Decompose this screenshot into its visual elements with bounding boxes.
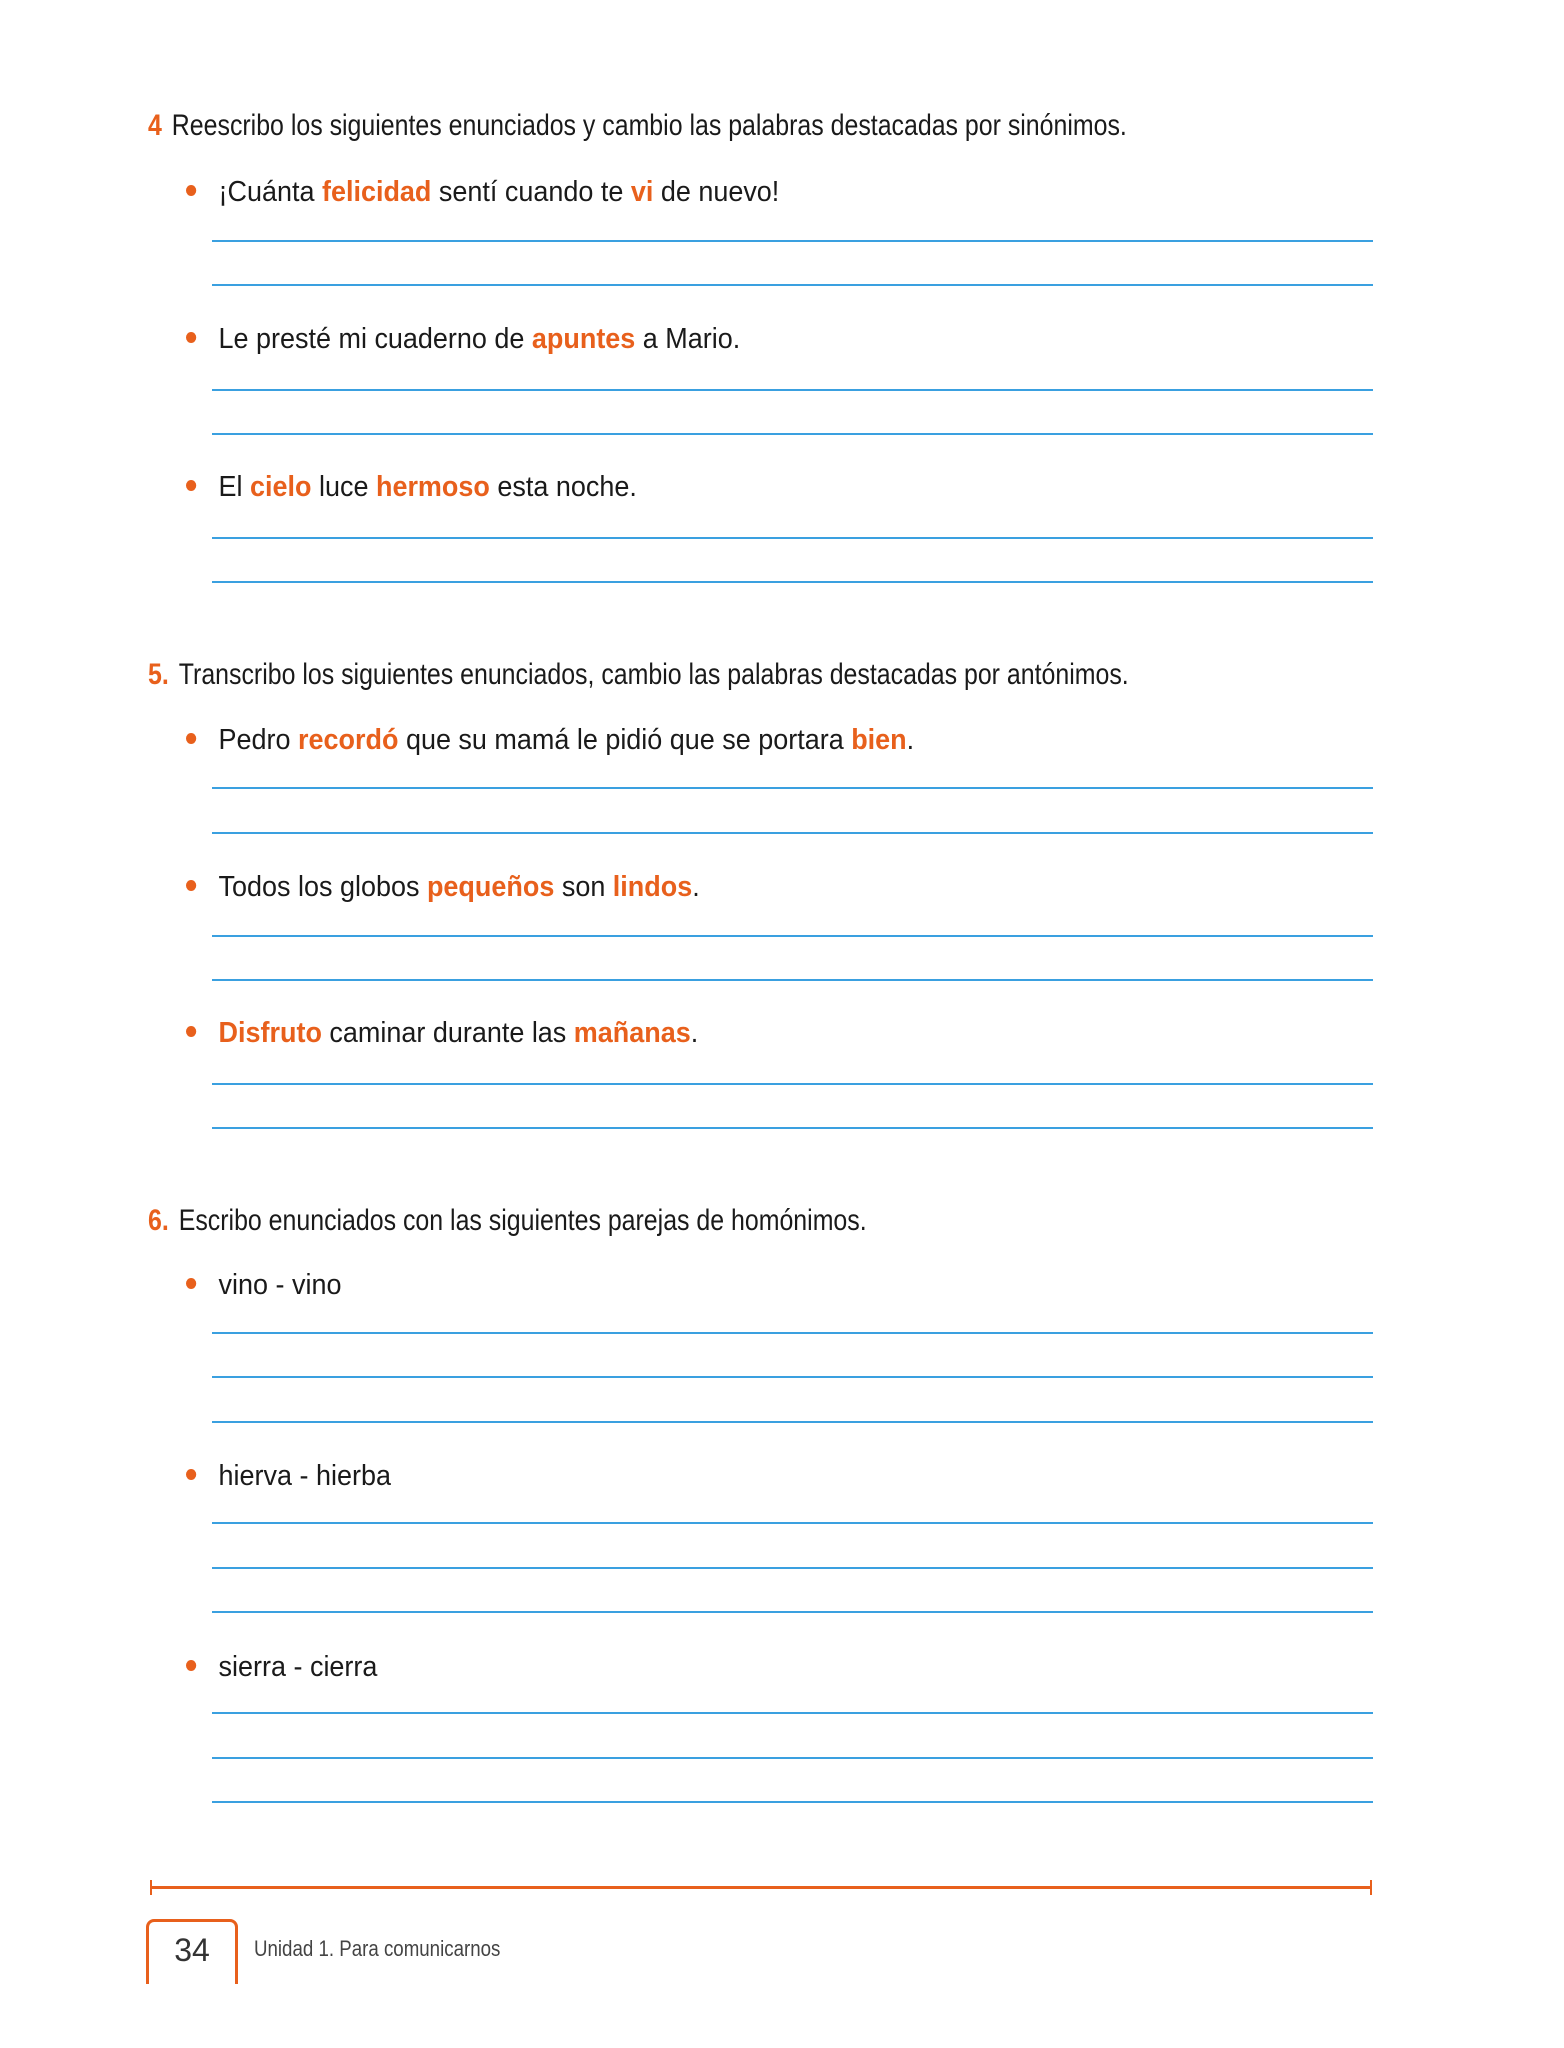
- answer-line[interactable]: [212, 1522, 1373, 1524]
- exercise-item: [186, 1015, 698, 1051]
- answer-line[interactable]: [212, 1567, 1373, 1569]
- highlighted-word: felicidad: [321, 176, 432, 208]
- exercise-item: [186, 722, 914, 758]
- exercise-instruction: Transcribo los siguientes enunciados, cambio las palabras destacadas por antónimos.: [178, 658, 1129, 691]
- item-text: de nuevo!: [653, 176, 780, 208]
- highlighted-word: apuntes: [531, 323, 636, 355]
- answer-line[interactable]: [212, 832, 1373, 834]
- answer-line[interactable]: [212, 787, 1373, 789]
- exercise-item: [186, 469, 637, 505]
- highlighted-word: Disfruto: [218, 1017, 322, 1049]
- answer-line[interactable]: [212, 1376, 1373, 1378]
- exercise-number: 6.: [148, 1204, 169, 1237]
- bullet-icon: [186, 1660, 196, 1671]
- item-text: sentí cuando te: [431, 176, 631, 208]
- exercise-heading: [148, 108, 1127, 144]
- answer-line[interactable]: [212, 979, 1373, 981]
- answer-line[interactable]: [212, 240, 1373, 242]
- highlighted-word: pequeños: [426, 871, 555, 903]
- exercise-number: 5.: [148, 658, 169, 691]
- item-text: luce: [311, 471, 376, 503]
- exercise-item: [186, 869, 700, 905]
- answer-line[interactable]: [212, 433, 1373, 435]
- item-text: Pedro: [218, 724, 299, 756]
- answer-line[interactable]: [212, 1712, 1373, 1714]
- highlighted-word: mañanas: [573, 1017, 691, 1049]
- item-text: son: [554, 871, 613, 903]
- answer-line[interactable]: [212, 1127, 1373, 1129]
- item-text: caminar durante las: [321, 1017, 574, 1049]
- exercise-number: 4: [148, 109, 162, 142]
- item-text: hierva - hierba: [218, 1460, 391, 1492]
- highlighted-word: recordó: [298, 724, 399, 756]
- item-text: ¡Cuánta: [218, 176, 322, 208]
- answer-line[interactable]: [212, 389, 1373, 391]
- item-text: .: [690, 1017, 699, 1049]
- answer-line[interactable]: [212, 1421, 1373, 1423]
- highlighted-word: bien: [851, 724, 907, 756]
- highlighted-word: lindos: [612, 871, 693, 903]
- exercise-item: [186, 1649, 377, 1685]
- highlighted-word: cielo: [250, 471, 312, 503]
- bullet-icon: [186, 480, 196, 491]
- item-text: vino - vino: [218, 1269, 342, 1301]
- answer-line[interactable]: [212, 1083, 1373, 1085]
- item-text: .: [692, 871, 700, 903]
- answer-line[interactable]: [212, 935, 1373, 937]
- exercise-item: [186, 174, 779, 210]
- answer-line[interactable]: [212, 1757, 1373, 1759]
- highlighted-word: vi: [630, 176, 654, 208]
- bullet-icon: [186, 1278, 196, 1289]
- footer-divider: [150, 1886, 1372, 1889]
- answer-line[interactable]: [212, 537, 1373, 539]
- item-text: El: [218, 471, 251, 503]
- item-text: que su mamá le pidió que se portara: [398, 724, 852, 756]
- answer-line[interactable]: [212, 1611, 1373, 1613]
- answer-line[interactable]: [212, 1332, 1373, 1334]
- exercise-heading: [148, 1203, 867, 1239]
- item-text: a Mario.: [635, 323, 741, 355]
- unit-title: Unidad 1. Para comunicarnos: [254, 1936, 501, 1961]
- item-text: sierra - cierra: [218, 1651, 378, 1683]
- bullet-icon: [186, 1026, 196, 1037]
- exercise-instruction: Escribo enunciados con las siguientes parejas de homónimos.: [178, 1204, 867, 1237]
- item-text: .: [906, 724, 915, 756]
- bullet-icon: [186, 1469, 196, 1480]
- bullet-icon: [186, 880, 196, 891]
- bullet-icon: [186, 185, 196, 196]
- answer-line[interactable]: [212, 1801, 1373, 1803]
- exercise-item: [186, 1267, 341, 1303]
- answer-line[interactable]: [212, 284, 1373, 286]
- exercise-heading: [148, 657, 1129, 693]
- item-text: Le presté mi cuaderno de: [218, 323, 532, 355]
- highlighted-word: hermoso: [375, 471, 490, 503]
- bullet-icon: [186, 733, 196, 744]
- page-number: 34: [146, 1919, 238, 1984]
- answer-line[interactable]: [212, 581, 1373, 583]
- item-text: esta noche.: [489, 471, 637, 503]
- item-text: Todos los globos: [218, 871, 427, 903]
- bullet-icon: [186, 332, 196, 343]
- exercise-item: [186, 1458, 391, 1494]
- exercise-instruction: Reescribo los siguientes enunciados y cambio las palabras destacadas por sinónimos.: [171, 109, 1127, 142]
- exercise-item: [186, 321, 740, 357]
